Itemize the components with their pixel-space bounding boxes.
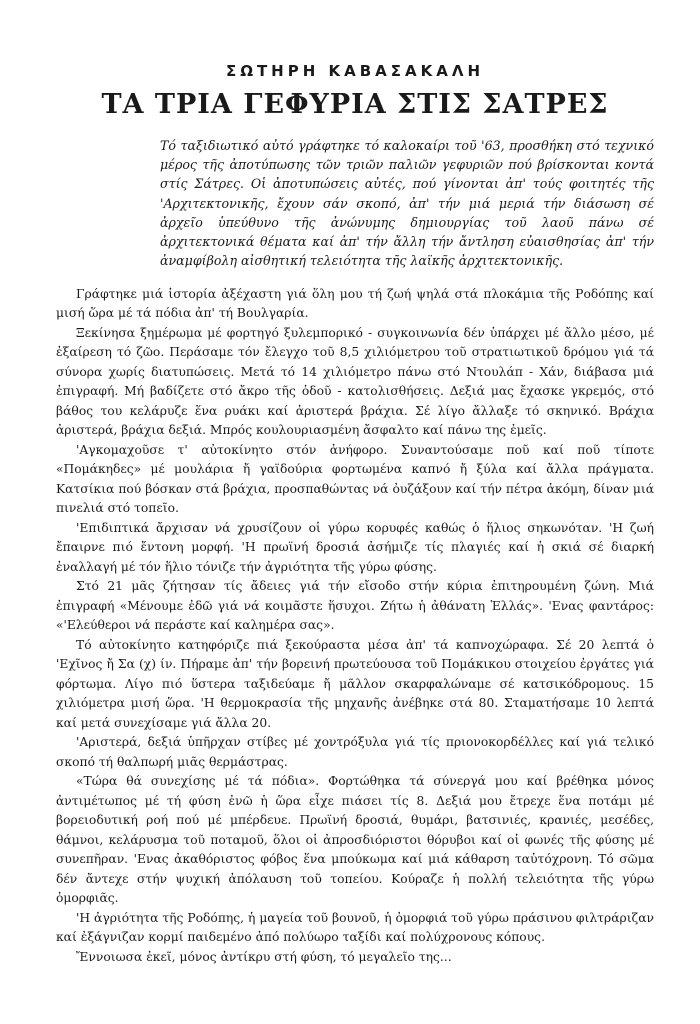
body-paragraph: Ἔννοιωσα ἐκεῖ, μόνος ἀντίκρυ στή φύση, τό μεγαλεῖο της... [76,949,452,964]
article-title: ΤΑ ΤΡΙΑ ΓΕΦΥΡΙΑ ΣΤΙΣ ΣΑΤΡΕΣ [101,89,609,120]
body-paragraph: 'Αγκομαχοῦσε τ' αὐτοκίνητο στόν ἀνήφορο. Συναντούσαμε ποῦ καί ποῦ τίποτε «Πομάκηδες» μέ μουλάρια ἤ γαϊδούρια φορτωμένα καπνό ἤ ξύλα καί ἄλλα πράγματα. Κατσίκια πού βόσκαν στά βράχια, προσπαθώντας νά ὀυζάξουν καί τήν πέτρα ἀκόμη, δίναν μιά πινελιά στό τοπεῖο. [56,442,654,516]
article-body [56,285,654,968]
body-paragraph: 'Επιδιπτικά ἄρχισαν νά χρυσίζουν οἱ γύρω κορυφές καθώς ὁ ἥλιος σηκωνόταν. 'Η ζωή ἔπαιρνε πιό ἔντονη μορφή. 'Η πρωϊνή δροσιά ἀσήμιζε τίς πλαγιές καί ἡ σκιά σέ διαρκή ἐναλλαγή μέ τόν ἥλιο τόνιζε τήν ἀγριότητα τῆς γύρω φύσης. [56,520,654,574]
body-paragraph: Στό 21 μᾶς ζήτησαν τίς ἄδειες γιά τήν εἴσοδο στήν κύρια ἐπιτηρουμένη ζώνη. Μιά ἐπιγραφή «Μένουμε ἐδῶ γιά νά κοιμᾶστε ἥσυχοι. Ζήτω ἡ ἀθάνατη Ἑλλάς». 'Ενας φαντάρος: «'Ελεύθεροι νά περάστε καί καλημέρα σας». [56,579,654,633]
body-paragraph: 'Η ἀγριότητα τῆς Ροδόπης, ἡ μαγεία τοῦ βουνοῦ, ἡ ὀμορφιά τοῦ γύρω πράσινου φιλτράριζαν καί ἐξάγνιζαν κορμί παιδεμένο ἀπό πολύωρο ταξίδι καί πολύχρονους κόπους. [56,910,654,945]
body-paragraph: Τό αὐτοκίνητο κατηφόριζε πιά ξεκούραστα μέσα ἀπ' τά καπνοχώραφα. Σέ 20 λεπτά ὁ 'Εχῖνος ἤ Σα (χ) ίν. Πήραμε ἀπ' τήν βορεινή πρωτεύουσα τοῦ Πομάκικου στοιχείου ἐργάτες γιά φόρτωμα. Λίγο πιό ὕστερα ταξιδεύαμε ἤ μᾶλλον σκαρφαλώναμε σέ κατσικόδρομους. 15 χιλιόμετρα μισή ὥρα. 'Η θερμοκρασία τῆς μηχανῆς ἀνέβηκε στά 80. Σταματήσαμε 10 λεπτά καί μετά συνεχίσαμε γιά ἄλλα 20. [56,637,654,730]
intro-paragraph: Τό ταξιδιωτικό αὐτό γράφτηκε τό καλοκαίρι τοῦ '63, προσθήκη στό τεχνικό μέρος τῆς ἀποτύπωσης τῶν τριῶν παλιῶν γεφυριῶν πού βρίσκονται κοντά στίς Σάτρες. Οἱ ἀποτυπώσεις αὐτές, πού γίνονται ἀπ' τούς φοιτητές τῆς 'Αρχιτεκτονικῆς, ἔχουν σάν σκοπό, ἀπ' τήν μιά μεριά τήν διάσωση σέ ἀρχεῖο ὑπεύθυνο τῆς ἀνώνυμης δημιουργίας τοῦ λαοῦ πάνω σέ ἀρχιτεκτονικά θέματα καί ἀπ' τήν ἄλλη τήν ἄντληση εὐαισθησίας ἀπ' τήν ἀναμφίβολη αἰσθητική τελειότητα τῆς λαϊκῆς ἀρχιτεκτονικῆς. [160,137,654,269]
body-paragraph: «Τώρα θά συνεχίσης μέ τά πόδια». Φορτώθηκα τά σύνεργά μου καί βρέθηκα μόνος ἀντιμέτωπος μέ τή φύση ἐνῶ ἡ ὥρα εἶχε πιάσει τίς 8. Δεξιά μου ἔτρεχε ἕνα ποτάμι μέ βορειοδυτική ροή πού μέ μπέρδευε. Πρωϊνή δροσιά, θυμάρι, βατσινιές, κρανιές, μεσέδες, θάμνοι, κελάρυσμα τοῦ ποταμοῦ, ὅλοι οἱ ἀπροσδιόριστοι θόρυβοι καί οἱ φωνές τῆς φύσης μέ συνεπῆραν. 'Ενας ἀκαθόριστος φόβος ἕνα μπούκωμα καί μιά κάθαρση ταὐτόχρονη. Τό σῶμα δέν ἄντεχε στήν ψυχική ἀπόλαυση τοῦ τοπείου. Κούραζε ἡ πολλή τελειότητα τῆς γύρω ὀμορφιᾶς. [56,774,654,906]
author-name: ΣΩΤΗΡΗ ΚΑΒΑΣΑΚΑΛΗ [225,62,485,80]
body-paragraph: 'Αριστερά, δεξιά ὑπῆρχαν στίβες μέ χοντρόξυλα γιά τίς πριονοκορδέλλες καί γιά τελικό σκοπό τή θαλπωρή μιᾶς θερμάστρας. [56,735,654,769]
body-paragraph: Ξεκίνησα ξημέρωμα μέ φορτηγό ξυλεμπορικό - συγκοινωνία δέν ὑπάρχει μέ ἄλλο μέσο, μέ ἐξαίρεση τό ζῶο. Περάσαμε τόν ἔλεγχο τοῦ 8,5 χιλιόμετρου τοῦ στρατιωτικοῦ δρόμου γιά τά σύνορα χωρίς διατυπώσεις. Μετά τό 14 χιλιόμετρο πάνω στό Ντουλάπ - Χάν, διάβασα μιά ἐπιγραφή. Μή βαδίζετε στό ἄκρο τῆς ὁδοῦ - κατολισθήσεις. Δεξιά μας ἔχασκε γκρεμός, στό βάθος του κελάρυζε ἕνα ρυάκι καί ἀριστερά βράχια. Σέ λίγο ἄλλαξε τό σκηνικό. Βράχια ἀριστερά, βράχια δεξιά. Μπρός κουλουριασμένη ἄσφαλτο καί πάνω της ἐμεῖς. [56,325,654,438]
body-paragraph: Γράφτηκε μιά ἱστορία ἀξέχαστη γιά ὅλη μου τή ζωή ψηλά στά πλοκάμια τῆς Ροδόπης καί μισή ὥρα μέ τά πόδια ἀπ' τή Βουλγαρία. [56,286,654,321]
